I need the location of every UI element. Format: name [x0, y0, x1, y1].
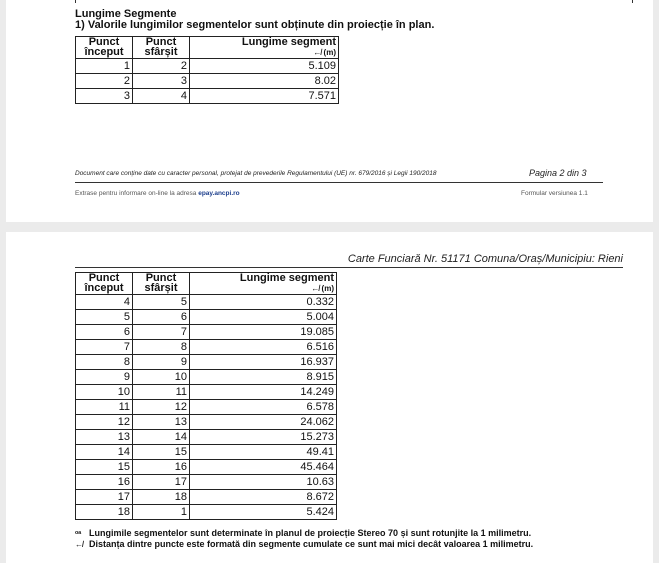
- cell-length: 15.273: [190, 430, 337, 445]
- footnotes: [75, 528, 533, 550]
- header-start: Punct început: [76, 37, 133, 59]
- cell-end: 2: [133, 59, 190, 74]
- cell-end: 10: [133, 370, 190, 385]
- cell-length: 6.578: [190, 400, 337, 415]
- cell-start: 11: [76, 400, 133, 415]
- section-title: Lungime Segmente: [75, 8, 177, 20]
- table-row: [76, 460, 337, 475]
- cell-start: 14: [76, 445, 133, 460]
- cell-length: 7.571: [190, 89, 339, 104]
- cell-length: 49.41: [190, 445, 337, 460]
- cell-end: 11: [133, 385, 190, 400]
- document-page-1: [6, 0, 653, 222]
- footnote-text: Distanța dintre puncte este formată din segmente cumulate ce sunt mai mici decât valoarea 1 milimetru.: [89, 539, 534, 549]
- header-divider: [75, 267, 623, 268]
- cell-length: 8.915: [190, 370, 337, 385]
- table-row: [76, 445, 337, 460]
- footnote-rounding: [75, 528, 533, 539]
- cell-length: 5.109: [190, 59, 339, 74]
- table-row: [76, 385, 337, 400]
- document-page-2: [6, 232, 653, 563]
- footer-disclaimer: Document care conține date cu caracter personal, protejat de prevederile Regulamentului (UE) nr. 679/2016 și Legii 190/2018: [75, 170, 437, 177]
- table-row: [76, 415, 337, 430]
- table-row: [76, 400, 337, 415]
- page-number: Pagina 2 din 3: [529, 168, 587, 178]
- cell-start: 10: [76, 385, 133, 400]
- cell-end: 1: [133, 505, 190, 520]
- cell-start: 13: [76, 430, 133, 445]
- table-row: [76, 355, 337, 370]
- cell-end: 18: [133, 490, 190, 505]
- cell-end: 15: [133, 445, 190, 460]
- header-length-label: Lungime segment: [239, 272, 334, 284]
- cell-length: 16.937: [190, 355, 337, 370]
- cell-start: 8: [76, 355, 133, 370]
- cell-end: 7: [133, 325, 190, 340]
- table-row: [76, 505, 337, 520]
- cell-start: 9: [76, 370, 133, 385]
- extract-prefix: Extrase pentru informare on-line la adresa: [75, 190, 199, 197]
- footnote-distance: [75, 539, 533, 550]
- cell-length: 5.424: [190, 505, 337, 520]
- header-length: [190, 273, 337, 295]
- cell-length: 8.02: [190, 74, 339, 89]
- header-start: Punct început: [76, 273, 133, 295]
- header-length: [190, 37, 339, 59]
- cell-start: 5: [76, 310, 133, 325]
- table-row: [76, 430, 337, 445]
- cell-end: 12: [133, 400, 190, 415]
- cell-length: 6.516: [190, 340, 337, 355]
- table-row: [76, 325, 337, 340]
- header-length-unit: ↚ (m): [311, 284, 334, 293]
- cell-end: 5: [133, 295, 190, 310]
- segments-table-continued: [75, 272, 337, 520]
- cell-start: 18: [76, 505, 133, 520]
- header-length-unit: ↚ (m): [313, 48, 336, 57]
- rounding-symbol-icon: ᵒᵃ: [75, 529, 82, 538]
- cell-end: 13: [133, 415, 190, 430]
- table-row: [76, 59, 339, 74]
- cell-length: 8.672: [190, 490, 337, 505]
- footnote-text: Lungimile segmentelor sunt determinate în planul de proiecție Stereo 70 și sunt rotunjite la 1 milimetru.: [89, 528, 532, 538]
- footer-divider: [75, 182, 603, 183]
- cell-end: 4: [133, 89, 190, 104]
- table-row: [76, 295, 337, 310]
- table-row: [76, 89, 339, 104]
- cell-start: 3: [76, 89, 133, 104]
- header-length-label: Lungime segment: [241, 36, 336, 48]
- cell-length: 45.464: [190, 460, 337, 475]
- cell-start: 16: [76, 475, 133, 490]
- form-version: Formular versiunea 1.1: [521, 190, 588, 197]
- cell-length: 5.004: [190, 310, 337, 325]
- cell-length: 0.332: [190, 295, 337, 310]
- cell-start: 6: [76, 325, 133, 340]
- cell-length: 19.085: [190, 325, 337, 340]
- cell-end: 8: [133, 340, 190, 355]
- cell-start: 1: [76, 59, 133, 74]
- cell-length: 24.062: [190, 415, 337, 430]
- cell-end: 17: [133, 475, 190, 490]
- distance-symbol-icon: ↚: [75, 540, 83, 549]
- cell-end: 9: [133, 355, 190, 370]
- table-row: [76, 340, 337, 355]
- table-header-row: [76, 37, 339, 59]
- cell-end: 14: [133, 430, 190, 445]
- extract-link[interactable]: epay.ancpi.ro: [198, 190, 240, 197]
- cell-start: 4: [76, 295, 133, 310]
- cell-start: 7: [76, 340, 133, 355]
- cell-end: 6: [133, 310, 190, 325]
- cell-start: 2: [76, 74, 133, 89]
- top-border: [75, 0, 633, 3]
- header-end: Punct sfârșit: [133, 37, 190, 59]
- table-row: [76, 74, 339, 89]
- table-row: [76, 370, 337, 385]
- cell-start: 15: [76, 460, 133, 475]
- cell-end: 16: [133, 460, 190, 475]
- cell-length: 10.63: [190, 475, 337, 490]
- cell-end: 3: [133, 74, 190, 89]
- cell-start: 17: [76, 490, 133, 505]
- table-header-row: [76, 273, 337, 295]
- segments-table: [75, 36, 339, 104]
- table-row: [76, 475, 337, 490]
- cell-start: 12: [76, 415, 133, 430]
- land-book-header: Carte Funciară Nr. 51171 Comuna/Oraș/Municipiu: Rieni: [347, 253, 623, 265]
- table-row: [76, 310, 337, 325]
- header-end: Punct sfârșit: [133, 273, 190, 295]
- cell-length: 14.249: [190, 385, 337, 400]
- section-subtitle: 1) Valorile lungimilor segmentelor sunt obținute din proiecție în plan.: [75, 19, 435, 31]
- table-row: [76, 490, 337, 505]
- extract-note: [75, 190, 240, 197]
